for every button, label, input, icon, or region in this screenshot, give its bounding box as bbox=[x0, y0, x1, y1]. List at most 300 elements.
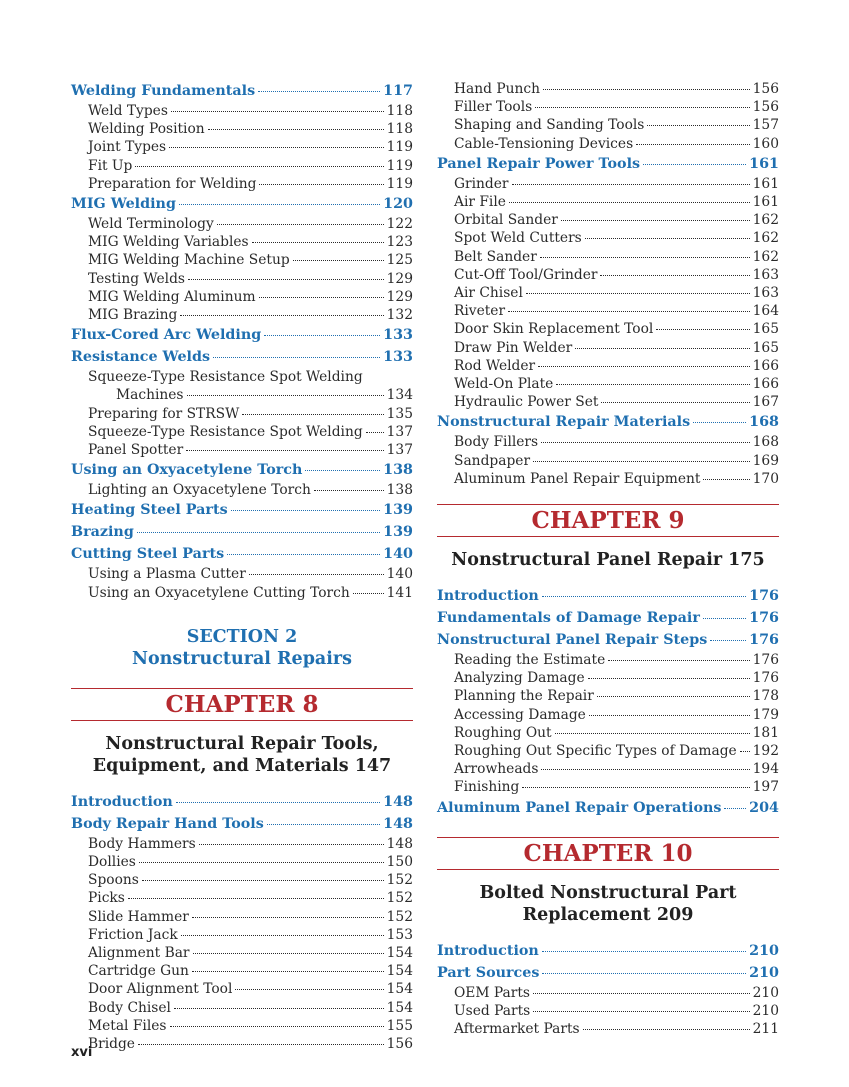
toc-entry-title: Weld Types bbox=[88, 103, 168, 119]
toc-page-number: 162 bbox=[752, 212, 779, 229]
toc-entry-title: Introduction bbox=[437, 942, 539, 959]
toc-page-number: 197 bbox=[752, 779, 779, 796]
toc-leader bbox=[181, 935, 384, 936]
toc-entry-title: Roughing Out Specific Types of Damage bbox=[454, 743, 737, 760]
toc-leader bbox=[353, 593, 384, 594]
toc-leader bbox=[535, 107, 749, 108]
toc-entry-title: MIG Brazing bbox=[88, 307, 178, 324]
toc-page-number: 161 bbox=[752, 175, 779, 192]
toc-page-number: 210 bbox=[752, 984, 779, 1001]
toc-leader bbox=[583, 1029, 750, 1030]
chapter-label: CHAPTER 9 bbox=[531, 507, 685, 535]
toc-page-number: 140 bbox=[383, 546, 413, 563]
toc-leader bbox=[538, 366, 750, 367]
toc-entry[interactable] bbox=[437, 375, 779, 393]
toc-page-number: 163 bbox=[752, 266, 779, 283]
toc-entry-title: Aftermarket Parts bbox=[454, 1021, 580, 1038]
toc-page-number: 165 bbox=[752, 339, 779, 356]
toc-page-number: 165 bbox=[752, 321, 779, 338]
toc-page-number: 119 bbox=[386, 157, 413, 174]
toc-heading-entry[interactable] bbox=[437, 940, 779, 962]
toc-entry-title: Rod Welder bbox=[454, 357, 536, 374]
toc-entry[interactable] bbox=[437, 320, 779, 338]
toc-leader bbox=[249, 574, 384, 575]
toc-page-number: 148 bbox=[383, 793, 413, 810]
toc-page-number: 137 bbox=[386, 442, 413, 459]
toc-page-number: 160 bbox=[752, 135, 779, 152]
toc-entry[interactable] bbox=[71, 835, 413, 853]
toc-entry-title: Alignment Bar bbox=[88, 945, 190, 962]
toc-heading-entry[interactable] bbox=[71, 813, 413, 835]
toc-entry[interactable] bbox=[437, 302, 779, 320]
toc-entry[interactable] bbox=[437, 470, 779, 488]
toc-entry[interactable] bbox=[71, 423, 413, 441]
toc-entry-title: Preparation for Welding bbox=[88, 175, 257, 192]
toc-leader bbox=[724, 808, 746, 809]
toc-entry[interactable] bbox=[437, 80, 779, 98]
toc-leader bbox=[267, 824, 380, 825]
toc-page-number: 137 bbox=[386, 423, 413, 440]
toc-leader bbox=[170, 1026, 384, 1027]
toc-entry[interactable] bbox=[437, 135, 779, 153]
toc-page-number: 166 bbox=[752, 357, 779, 374]
toc-page-number: 141 bbox=[386, 584, 413, 601]
toc-leader bbox=[187, 395, 384, 396]
toc-entry[interactable] bbox=[71, 233, 413, 251]
toc-entry[interactable] bbox=[71, 481, 413, 499]
toc-page-number: 164 bbox=[752, 303, 779, 320]
toc-leader bbox=[533, 993, 750, 994]
toc-page-number: 157 bbox=[752, 117, 779, 134]
toc-leader bbox=[305, 470, 380, 471]
toc-leader bbox=[585, 238, 750, 239]
toc-heading-entry[interactable] bbox=[437, 607, 779, 629]
right-column bbox=[437, 80, 779, 1038]
toc-entry[interactable] bbox=[71, 120, 413, 138]
toc-entry[interactable] bbox=[71, 944, 413, 962]
toc-entry-title: Brazing bbox=[71, 524, 134, 541]
toc-page-number: 179 bbox=[752, 706, 779, 723]
toc-entry[interactable] bbox=[71, 270, 413, 288]
toc-page-number: 154 bbox=[386, 963, 413, 980]
toc-leader bbox=[176, 802, 380, 803]
toc-entry-title: Flux-Cored Arc Welding bbox=[71, 327, 262, 344]
toc-entry[interactable] bbox=[437, 687, 779, 705]
toc-leader bbox=[656, 329, 749, 330]
toc-entry[interactable] bbox=[437, 339, 779, 357]
toc-entry-title: Friction Jack bbox=[88, 926, 178, 943]
toc-leader bbox=[231, 510, 381, 511]
chapter-10-title: Bolted Nonstructural Part Replacement 209 bbox=[479, 882, 737, 925]
section-heading bbox=[71, 626, 413, 670]
toc-leader bbox=[703, 618, 746, 619]
toc-page-number: 122 bbox=[386, 216, 413, 233]
toc-entry-title: Fundamentals of Damage Repair bbox=[437, 610, 700, 627]
toc-leader bbox=[542, 951, 746, 952]
toc-entry-title: Used Parts bbox=[454, 1002, 531, 1019]
toc-entry-title: Body Repair Hand Tools bbox=[71, 815, 264, 832]
toc-entry[interactable] bbox=[71, 962, 413, 980]
toc-entry-title: Introduction bbox=[437, 588, 539, 605]
toc-page-number: 168 bbox=[749, 414, 779, 431]
toc-page-number: 135 bbox=[386, 405, 413, 422]
toc-entry[interactable] bbox=[71, 999, 413, 1017]
toc-page-number: 176 bbox=[752, 652, 779, 669]
toc-leader bbox=[601, 402, 749, 403]
toc-leader bbox=[179, 204, 380, 205]
toc-entry[interactable] bbox=[71, 306, 413, 324]
toc-entry-title: Air Chisel bbox=[454, 285, 523, 302]
toc-entry[interactable] bbox=[437, 193, 779, 211]
toc-page-number: 133 bbox=[383, 327, 413, 344]
toc-page-number: 166 bbox=[752, 376, 779, 393]
toc-entry-title: Body Hammers bbox=[88, 835, 196, 852]
toc-entry[interactable] bbox=[437, 452, 779, 470]
toc-leader bbox=[542, 596, 746, 597]
toc-entry-title-cont: Machines bbox=[116, 387, 184, 404]
toc-entry-title: Panel Spotter bbox=[88, 442, 184, 459]
toc-heading-entry[interactable] bbox=[71, 521, 413, 543]
toc-page-number: 176 bbox=[749, 610, 779, 627]
toc-leader bbox=[258, 91, 380, 92]
toc-entry-title: Cable-Tensioning Devices bbox=[454, 135, 634, 152]
toc-entry-title: Introduction bbox=[71, 793, 173, 810]
toc-entry[interactable] bbox=[437, 266, 779, 284]
toc-leader bbox=[526, 293, 750, 294]
toc-list bbox=[71, 791, 413, 1053]
toc-page-number: 129 bbox=[386, 270, 413, 287]
toc-entry-title: Fit Up bbox=[88, 157, 133, 174]
toc-entry[interactable] bbox=[437, 706, 779, 724]
toc-entry[interactable] bbox=[437, 1002, 779, 1020]
chapter-label: CHAPTER 8 bbox=[165, 690, 319, 718]
toc-entry[interactable] bbox=[71, 441, 413, 459]
toc-leader bbox=[710, 640, 746, 641]
toc-page-number: 133 bbox=[383, 349, 413, 366]
toc-leader bbox=[138, 1044, 384, 1045]
toc-leader bbox=[213, 357, 380, 358]
toc-entry[interactable] bbox=[437, 393, 779, 411]
toc-entry-title: MIG Welding Aluminum bbox=[88, 288, 256, 305]
toc-leader bbox=[512, 184, 750, 185]
toc-entry-title: Orbital Sander bbox=[454, 212, 558, 229]
toc-heading-entry[interactable] bbox=[71, 499, 413, 521]
toc-leader bbox=[703, 479, 749, 480]
toc-page-number: 204 bbox=[749, 799, 779, 816]
toc-heading-entry[interactable] bbox=[437, 629, 779, 651]
toc-page-number: 176 bbox=[752, 670, 779, 687]
toc-page-number: 163 bbox=[752, 285, 779, 302]
toc-entry[interactable] bbox=[437, 778, 779, 796]
toc-entry[interactable] bbox=[71, 889, 413, 907]
toc-leader bbox=[171, 111, 384, 112]
toc-leader bbox=[193, 953, 384, 954]
toc-entry[interactable] bbox=[437, 98, 779, 116]
toc-leader bbox=[541, 769, 749, 770]
toc-leader bbox=[588, 678, 750, 679]
toc-page-number: 210 bbox=[749, 942, 779, 959]
toc-entry-title: Aluminum Panel Repair Equipment bbox=[454, 470, 701, 487]
toc-entry-title: Sandpaper bbox=[454, 452, 531, 469]
toc-leader bbox=[227, 554, 380, 555]
toc-page-number: 156 bbox=[752, 99, 779, 116]
toc-entry-title: MIG Welding bbox=[71, 196, 176, 213]
toc-list bbox=[71, 80, 413, 368]
toc-entry-title: Nonstructural Repair Materials bbox=[437, 414, 691, 431]
toc-entry-title: Air File bbox=[454, 194, 506, 211]
toc-entry-title: Roughing Out bbox=[454, 724, 552, 741]
toc-entry[interactable] bbox=[71, 157, 413, 175]
toc-entry-title: MIG Welding Variables bbox=[88, 234, 249, 251]
toc-page-number: 154 bbox=[386, 945, 413, 962]
toc-leader bbox=[188, 279, 384, 280]
toc-page-number: 118 bbox=[386, 103, 413, 119]
toc-entry[interactable] bbox=[71, 405, 413, 423]
toc-leader bbox=[575, 348, 749, 349]
toc-page-number: 119 bbox=[386, 175, 413, 192]
chapter-label: CHAPTER 10 bbox=[523, 839, 693, 867]
toc-heading-entry[interactable] bbox=[437, 585, 779, 607]
toc-entry[interactable] bbox=[71, 138, 413, 156]
toc-leader bbox=[508, 311, 750, 312]
toc-heading-entry[interactable] bbox=[437, 797, 779, 819]
toc-leader bbox=[533, 1011, 749, 1012]
toc-page-number: 132 bbox=[386, 307, 413, 324]
toc-page-number: 138 bbox=[386, 482, 413, 499]
toc-entry-title: Filler Tools bbox=[454, 99, 533, 116]
toc-entry[interactable] bbox=[437, 248, 779, 266]
toc-page-number: 210 bbox=[752, 1002, 779, 1019]
toc-page-number: 161 bbox=[752, 194, 779, 211]
toc-leader bbox=[509, 202, 750, 203]
toc-page-number: 139 bbox=[383, 524, 413, 541]
toc-heading-entry[interactable] bbox=[71, 324, 413, 346]
toc-entry-title: Joint Types bbox=[88, 139, 167, 156]
toc-entry-title: Draw Pin Welder bbox=[454, 339, 573, 356]
toc-page-number: 148 bbox=[383, 815, 413, 832]
toc-entry-wrapped[interactable] bbox=[71, 368, 413, 404]
toc-entry-title: Hand Punch bbox=[454, 81, 541, 97]
toc-entry-title: Using an Oxyacetylene Torch bbox=[71, 462, 303, 479]
toc-entry-title: Spoons bbox=[88, 872, 139, 889]
toc-entry[interactable] bbox=[437, 116, 779, 134]
toc-heading-entry[interactable] bbox=[71, 459, 413, 481]
toc-page-number: 170 bbox=[752, 470, 779, 487]
toc-page-number: 156 bbox=[752, 81, 779, 97]
toc-leader bbox=[169, 147, 384, 148]
toc-entry[interactable] bbox=[71, 1017, 413, 1035]
toc-leader bbox=[636, 144, 750, 145]
toc-entry[interactable] bbox=[71, 584, 413, 602]
toc-list bbox=[437, 585, 779, 819]
toc-leader bbox=[608, 660, 749, 661]
toc-entry-title: Cartridge Gun bbox=[88, 963, 189, 980]
chapter-8-banner bbox=[71, 688, 413, 721]
chapter-10-banner bbox=[437, 837, 779, 870]
toc-page-number: 154 bbox=[386, 981, 413, 998]
toc-page-number: 168 bbox=[752, 434, 779, 451]
toc-entry[interactable] bbox=[71, 175, 413, 193]
toc-entry-title: Squeeze-Type Resistance Spot Welding bbox=[88, 369, 363, 386]
toc-entry-title: Door Skin Replacement Tool bbox=[454, 321, 654, 338]
toc-entry[interactable] bbox=[437, 175, 779, 193]
toc-entry[interactable] bbox=[437, 357, 779, 375]
toc-entry-title: Slide Hammer bbox=[88, 908, 189, 925]
toc-entry[interactable] bbox=[437, 211, 779, 229]
toc-page-number: 156 bbox=[386, 1036, 413, 1053]
toc-entry[interactable] bbox=[71, 853, 413, 871]
toc-entry-title: Dollies bbox=[88, 854, 136, 871]
toc-entry-title: Squeeze-Type Resistance Spot Welding bbox=[88, 423, 363, 440]
toc-leader bbox=[199, 844, 384, 845]
toc-entry-title: Cut-Off Tool/Grinder bbox=[454, 266, 598, 283]
toc-entry-title: Analyzing Damage bbox=[454, 670, 585, 687]
toc-page-number: 140 bbox=[386, 566, 413, 583]
toc-leader bbox=[541, 442, 750, 443]
toc-leader bbox=[259, 297, 384, 298]
toc-page-number: 211 bbox=[752, 1021, 779, 1038]
toc-entry-title: Aluminum Panel Repair Operations bbox=[437, 799, 722, 816]
toc-entry[interactable] bbox=[71, 565, 413, 583]
toc-leader bbox=[693, 422, 746, 423]
toc-entry-title: MIG Welding Machine Setup bbox=[88, 252, 290, 269]
toc-leader bbox=[186, 450, 383, 451]
section-title: Nonstructural Repairs bbox=[131, 648, 352, 669]
toc-entry[interactable] bbox=[71, 908, 413, 926]
toc-entry[interactable] bbox=[71, 215, 413, 233]
toc-entry-title: Door Alignment Tool bbox=[88, 981, 233, 998]
toc-page-number: 176 bbox=[749, 588, 779, 605]
toc-entry-title: Grinder bbox=[454, 175, 509, 192]
toc-entry[interactable] bbox=[71, 102, 413, 120]
toc-leader bbox=[522, 787, 749, 788]
toc-leader bbox=[600, 275, 749, 276]
toc-heading-entry[interactable] bbox=[71, 193, 413, 215]
toc-page-number: 169 bbox=[752, 452, 779, 469]
toc-entry-title: Reading the Estimate bbox=[454, 652, 606, 669]
toc-entry[interactable] bbox=[437, 724, 779, 742]
toc-heading-entry[interactable] bbox=[71, 80, 413, 102]
toc-entry-title: Accessing Damage bbox=[454, 706, 586, 723]
toc-entry[interactable] bbox=[437, 742, 779, 760]
toc-leader bbox=[555, 733, 750, 734]
toc-page-number: 117 bbox=[383, 83, 413, 99]
toc-page-number: 129 bbox=[386, 288, 413, 305]
toc-page-number: 192 bbox=[752, 743, 779, 760]
toc-entry-title: Belt Sander bbox=[454, 248, 537, 265]
toc-leader bbox=[540, 257, 750, 258]
toc-entry-title: Picks bbox=[88, 890, 125, 907]
toc-entry-title: Shaping and Sanding Tools bbox=[454, 117, 645, 134]
toc-leader bbox=[137, 532, 380, 533]
toc-leader bbox=[597, 696, 750, 697]
toc-entry[interactable] bbox=[437, 1020, 779, 1038]
toc-entry-title: Lighting an Oxyacetylene Torch bbox=[88, 482, 311, 499]
toc-page-number: 138 bbox=[383, 462, 413, 479]
toc-entry[interactable] bbox=[437, 669, 779, 687]
toc-leader bbox=[556, 384, 749, 385]
toc-heading-entry[interactable] bbox=[71, 346, 413, 368]
toc-entry[interactable] bbox=[437, 651, 779, 669]
chapter-9-banner bbox=[437, 504, 779, 537]
toc-leader bbox=[561, 220, 750, 221]
toc-leader bbox=[589, 715, 750, 716]
toc-page-number: 167 bbox=[752, 394, 779, 411]
toc-entry[interactable] bbox=[71, 980, 413, 998]
toc-leader bbox=[180, 315, 383, 316]
toc-leader bbox=[252, 242, 384, 243]
toc-page-number: 123 bbox=[386, 234, 413, 251]
toc-leader bbox=[542, 973, 746, 974]
toc-heading-entry[interactable] bbox=[437, 962, 779, 984]
toc-entry[interactable] bbox=[437, 984, 779, 1002]
toc-entry[interactable] bbox=[71, 926, 413, 944]
toc-entry-title: Nonstructural Panel Repair Steps bbox=[437, 632, 708, 649]
toc-leader bbox=[192, 917, 384, 918]
toc-entry[interactable] bbox=[437, 229, 779, 247]
toc-entry-title: Weld-On Plate bbox=[454, 376, 554, 393]
toc-entry-title: Finishing bbox=[454, 779, 520, 796]
toc-entry-title: Body Chisel bbox=[88, 999, 171, 1016]
toc-entry[interactable] bbox=[71, 1035, 413, 1053]
toc-entry-title: Resistance Welds bbox=[71, 349, 211, 366]
toc-entry-title: Planning the Repair bbox=[454, 688, 594, 705]
toc-page-number: 120 bbox=[383, 196, 413, 213]
toc-entry-title: Part Sources bbox=[437, 964, 540, 981]
toc-list bbox=[71, 405, 413, 602]
toc-entry[interactable] bbox=[437, 760, 779, 778]
toc-heading-entry[interactable] bbox=[437, 153, 779, 175]
toc-page-number: 119 bbox=[386, 139, 413, 156]
toc-leader bbox=[533, 461, 750, 462]
toc-entry-title: Preparing for STRSW bbox=[88, 405, 240, 422]
toc-page-number: 210 bbox=[749, 964, 779, 981]
toc-leader bbox=[128, 898, 384, 899]
toc-entry-title: Metal Files bbox=[88, 1017, 167, 1034]
toc-page-number: 152 bbox=[386, 890, 413, 907]
toc-entry[interactable] bbox=[437, 433, 779, 451]
toc-leader bbox=[217, 224, 384, 225]
chapter-9-title: Nonstructural Panel Repair 175 bbox=[451, 550, 765, 571]
toc-leader bbox=[293, 260, 384, 261]
toc-heading-entry[interactable] bbox=[71, 543, 413, 565]
toc-entry-title: Welding Position bbox=[88, 121, 205, 138]
toc-heading-entry[interactable] bbox=[71, 791, 413, 813]
toc-entry-title: Cutting Steel Parts bbox=[71, 546, 225, 563]
toc-leader bbox=[208, 129, 384, 130]
toc-leader bbox=[235, 989, 383, 990]
toc-list bbox=[437, 940, 779, 1039]
toc-leader bbox=[142, 880, 384, 881]
toc-page-number: 176 bbox=[749, 632, 779, 649]
toc-page-number: 162 bbox=[752, 248, 779, 265]
toc-entry-title: Welding Fundamentals bbox=[71, 83, 256, 99]
toc-entry[interactable] bbox=[71, 871, 413, 889]
toc-entry-title: Hydraulic Power Set bbox=[454, 394, 599, 411]
toc-entry-title: OEM Parts bbox=[454, 984, 531, 1001]
toc-entry[interactable] bbox=[437, 284, 779, 302]
toc-page-number: 154 bbox=[386, 999, 413, 1016]
page-number: xvi bbox=[71, 1045, 93, 1060]
toc-entry-title: Panel Repair Power Tools bbox=[437, 155, 641, 172]
toc-page-number: 152 bbox=[386, 908, 413, 925]
toc-entry[interactable] bbox=[71, 288, 413, 306]
toc-leader bbox=[264, 335, 380, 336]
toc-entry[interactable] bbox=[71, 251, 413, 269]
toc-heading-entry[interactable] bbox=[437, 411, 779, 433]
toc-leader bbox=[740, 751, 750, 752]
toc-page-number: 134 bbox=[386, 387, 413, 404]
